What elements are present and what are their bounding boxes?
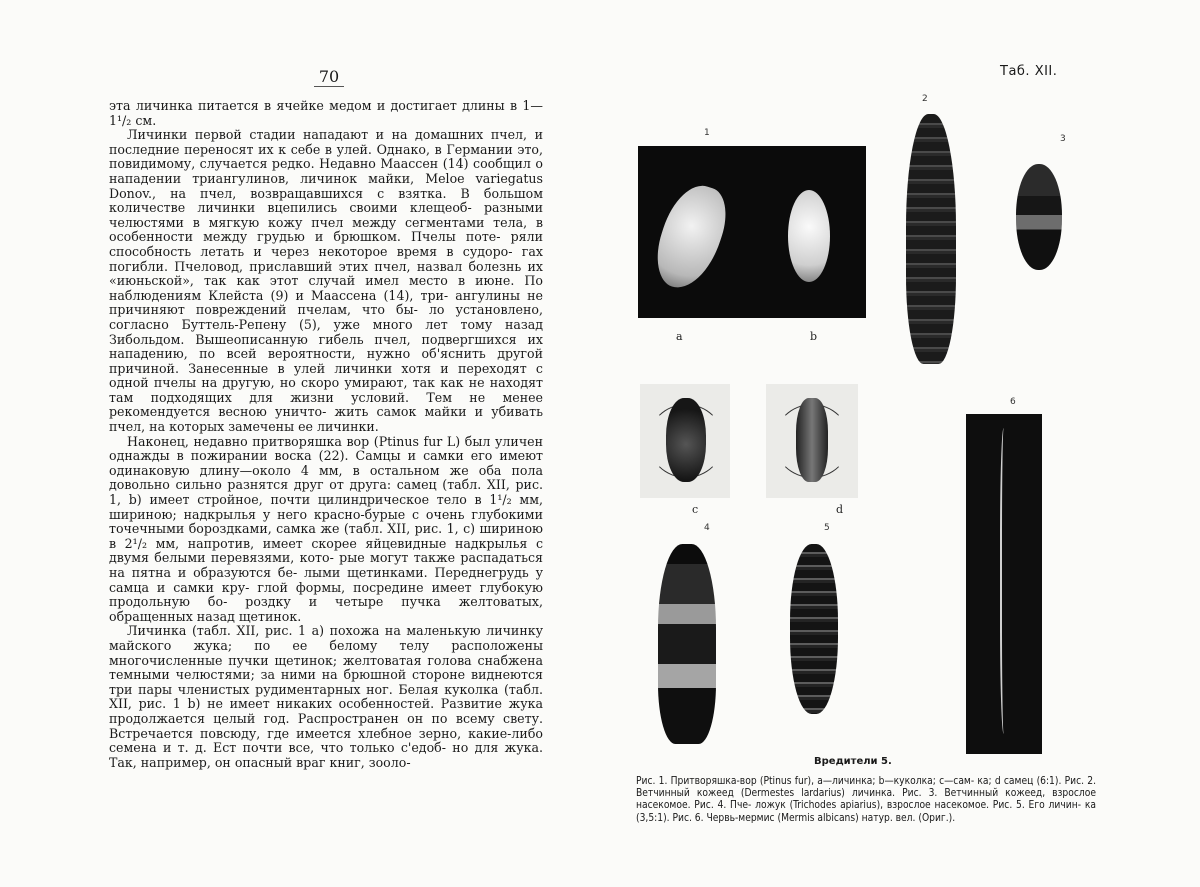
beetle-body xyxy=(666,398,706,482)
paragraph: Личинки первой стадии нападают и на домашних пчел, и последние переносят их к себе в улей. Однако, в Германии это, повидимому, случается редко. Недавно Маассен (14) сообщил о нападении триангулинов, личинок майки, Meloe variegatus Donov., на пчел, возвращавшихся с взятка. В большом количестве личинки вцепились своими клещеоб- разными челюстями в мягкую кожу пчел между сегментами тела, в особенности между грудью и брюшком. Пчелы поте- ряли способность летать и через некоторое время в судоро- гах погибли. Пчеловод, приславший этих пчел, назвал болезнь их «июньской», так как этот случай имел место в июне. По наблюдениям Клейста (9) и Маассена (14), три- ангулины не причиняют повреждений пчелам, что бы- ло установлено, согласно Буттель-Репену (5), уже много лет тому назад Зибольдом. Вышеописанную гибель пчел, подвергшихся их нападению, по всей вероятности, нужно об'яснить другой причиной. Занесенные в улей личинки хотя и переходят с одной пчелы на другую, но скоро умирают, так как не находят там подходящих для жизни условий. Тем не менее рекомендуется весною уничто- жить самок майки и убивать пчел, на которых замечены ее личинки. xyxy=(109,127,543,435)
page-number: 70 xyxy=(314,68,344,87)
figure-1c-female-beetle xyxy=(640,384,730,498)
figure-4-trichodes-adult xyxy=(658,544,716,744)
figure-1-larva-pupa xyxy=(638,146,866,318)
paragraph: Личинка (табл. XII, рис. 1 a) похожа на маленькую личинку майского жука; по ее белому телу расположены многочисленные пучки щетинок; желтоватая голова снабжена темными челюстями; за ними на брюшной стороне виднеются три пары членистых рудиментарных ног. Белая куколка (табл. XII, рис. 1 b) не имеет никаких особенностей. Развитие жука продолжается целый год. Распространен он по всему свету. Встречается повсюду, где имеется хлебное зерно, какие-либо семена и т. д. Ест почти все, что только с'едоб- но для жука. Так, например, он опасный враг книг, зооло- xyxy=(109,623,543,770)
figure-1d-male-beetle xyxy=(766,384,858,498)
figure-number-5: 5 xyxy=(824,523,830,533)
paragraph: эта личинка питается в ячейке медом и достигает длины в 1—1¹/₂ см. xyxy=(109,99,543,128)
figure-sublabel-a: a xyxy=(676,330,683,343)
figure-number-3: 3 xyxy=(1060,134,1066,144)
body-text xyxy=(109,99,543,851)
figure-5-trichodes-larva xyxy=(790,544,838,714)
figure-number-4: 4 xyxy=(704,523,710,533)
figure-6-mermis-worm xyxy=(966,414,1042,754)
figure-sublabel-b: b xyxy=(810,330,818,343)
figure-number-2: 2 xyxy=(922,94,928,104)
beetle-body xyxy=(796,398,828,482)
plate-label: Таб. XII. xyxy=(1000,64,1058,79)
figure-sublabel-c: c xyxy=(692,503,699,516)
figure-number-6: 6 xyxy=(1010,397,1016,407)
worm-image xyxy=(1000,428,1010,734)
plate-caption: Рис. 1. Притворяшка-вор (Ptinus fur), a—личинка; b—куколка; c—сам- ка; d самец (6:1). Рис. 2. Ветчинный кожеед (Dermestes lardarius) личинка. Рис. 3. Ветчинный кожеед, взрослое насекомое. Рис. 4. Пче- ложук (Trichodes apiarius), взрослое насекомое. Рис. 5. Его личин- ка (3,5:1). Рис. 6. Червь-мермис (Mermis albicans) натур. вел. (Ориг.). xyxy=(636,776,1096,824)
pupa-image xyxy=(788,190,830,282)
paragraph: Наконец, недавно притворяшка вор (Ptinus fur L) был уличен однажды в пожирании воска (22). Самцы и самки его имеют одинаковую длину—около 4 мм, в остальном же оба пола довольно сильно разнятся друг от друга: самец (табл. XII, рис. 1, b) имеет стройное, почти цилиндрическое тело в 1¹/₂ мм, шириною; надкрылья у него красно-бурые с очень глубокими точечными бороздками, самка же (табл. XII, рис. 1, c) шириною в 2¹/₂ мм, напротив, имеет скорее яйцевидные надкрылья с двумя белыми перевязями, кото- рые могут также распадаться на пятна и образуются бе- лыми щетинками. Переднегрудь у самца и самки кру- глой формы, посредине имеет глубокую продольную бо- роздку и четыре пучка желтоватых, обращенных назад щетинок. xyxy=(109,433,543,624)
larva-image xyxy=(647,178,735,297)
figure-number-1: 1 xyxy=(704,128,710,138)
figure-2-dermestes-larva xyxy=(906,114,956,364)
figure-sublabel-d: d xyxy=(836,503,844,516)
figure-3-dermestes-adult xyxy=(1016,164,1062,270)
plate-title: Вредители 5. xyxy=(814,756,892,767)
